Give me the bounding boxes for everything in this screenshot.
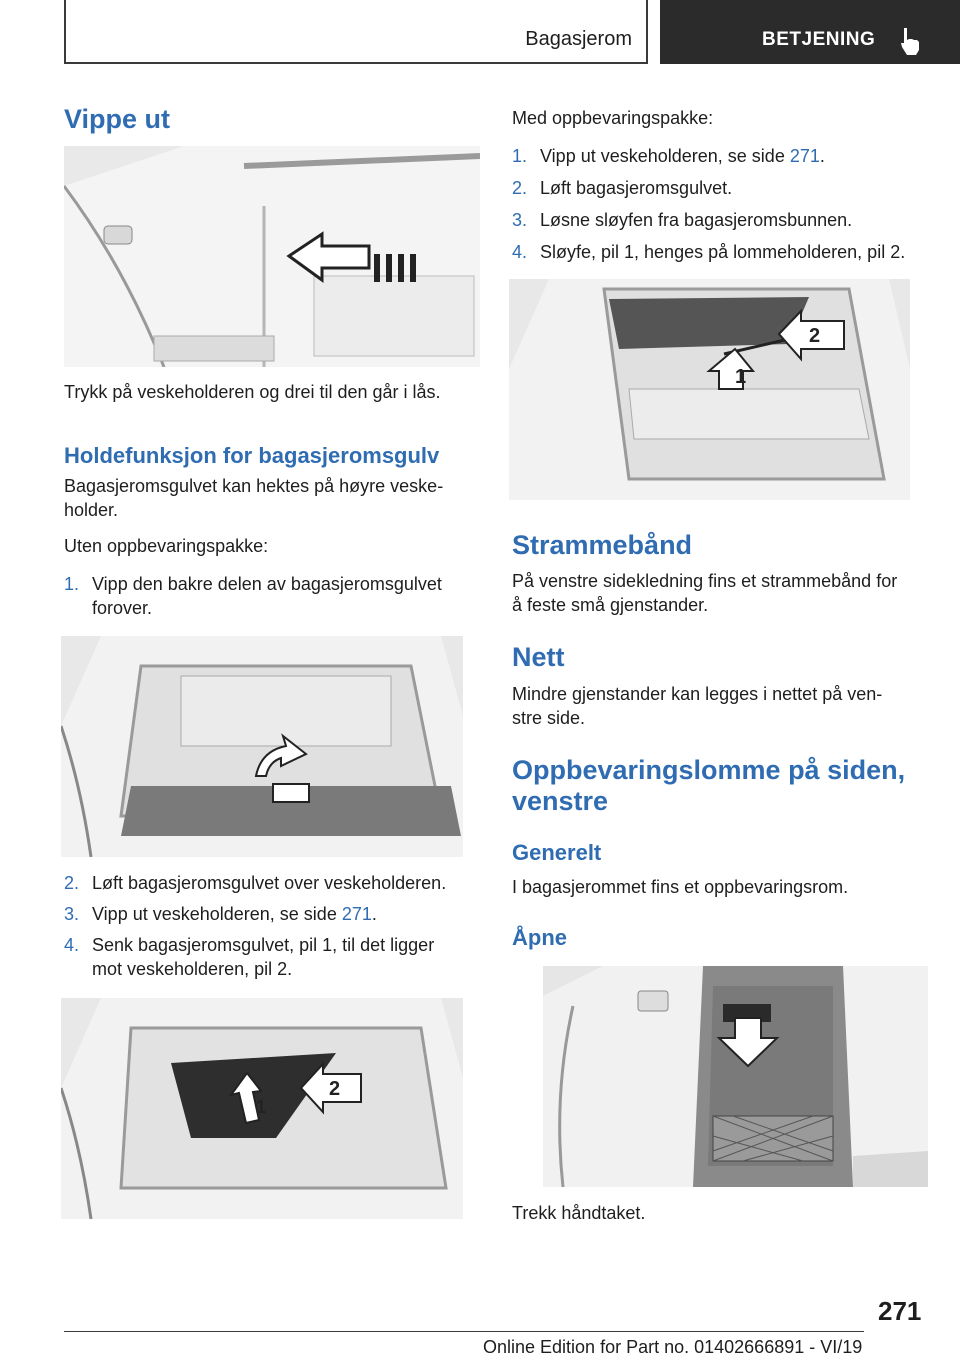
list-text: Vipp den bakre delen av bagasjeromsgulvet bbox=[92, 574, 442, 594]
heading-generelt: Generelt bbox=[512, 840, 602, 865]
list-item bbox=[64, 902, 377, 926]
figure-trunk-tilt bbox=[64, 146, 480, 367]
header-chapter-box bbox=[660, 0, 960, 64]
heading-oppbevaringslomme-line2: venstre bbox=[512, 786, 609, 816]
list-item bbox=[512, 208, 852, 232]
heading-apne: Åpne bbox=[512, 925, 567, 950]
list-text-end: . bbox=[819, 146, 825, 166]
list-item bbox=[512, 144, 825, 168]
page-link[interactable]: 271 bbox=[789, 146, 820, 166]
figure-loop-hang bbox=[509, 279, 910, 500]
list-text: Vipp ut veskeholderen, se side bbox=[540, 146, 790, 166]
arrow-label-2: 2 bbox=[329, 1078, 341, 1100]
list-text: Løft bagasjeromsgulvet. bbox=[540, 178, 733, 198]
list-item bbox=[64, 871, 446, 895]
list-number: 3. bbox=[512, 210, 528, 230]
list-item bbox=[64, 933, 434, 957]
list-item-cont: mot veskeholderen, pil 2. bbox=[92, 959, 293, 979]
arrow-label-1: 1 bbox=[256, 1097, 267, 1117]
list-item bbox=[512, 240, 905, 264]
list-text: Senk bagasjeromsgulvet, pil 1, til det ligger bbox=[92, 935, 435, 955]
heading-oppbevaringslomme-line1: Oppbevaringslomme på siden, bbox=[512, 755, 906, 785]
para-uten: Uten oppbevaringspakke: bbox=[64, 536, 269, 556]
hand-pointing-icon bbox=[898, 26, 922, 56]
header-section-title: Bagasjerom bbox=[525, 28, 632, 50]
para-holde-line1: Bagasjeromsgulvet kan hektes på høyre veske- bbox=[64, 476, 444, 496]
figure-floor-forward bbox=[61, 636, 463, 857]
page-link[interactable]: 271 bbox=[341, 904, 372, 924]
para-nett-line2: stre side. bbox=[512, 708, 586, 728]
caption-trekk: Trekk håndtaket. bbox=[512, 1203, 646, 1223]
heading-strammebaand: Strammebånd bbox=[512, 530, 693, 560]
footer-divider bbox=[64, 1331, 864, 1332]
para-generelt: I bagasjerommet fins et oppbevaringsrom. bbox=[512, 877, 849, 897]
list-number: 2. bbox=[64, 873, 80, 893]
header-section-box bbox=[64, 0, 648, 64]
para-nett-line1: Mindre gjenstander kan legges i nettet på ven- bbox=[512, 684, 883, 704]
list-text: Sløyfe, pil 1, henges på lommeholderen, pil 2. bbox=[540, 242, 906, 262]
figure-floor-lowered bbox=[61, 998, 463, 1219]
list-number: 3. bbox=[64, 904, 80, 924]
list-number: 1. bbox=[64, 574, 80, 594]
heading-vippe-ut: Vippe ut bbox=[64, 104, 171, 134]
caption-trykk: Trykk på veskeholderen og drei til den går i lås. bbox=[64, 382, 441, 402]
header-chapter-title: BETJENING bbox=[762, 29, 876, 50]
list-number: 1. bbox=[512, 146, 528, 166]
list-number: 4. bbox=[512, 242, 528, 262]
heading-holdefunksjon: Holdefunksjon for bagasjeromsgulv bbox=[64, 443, 440, 468]
heading-nett: Nett bbox=[512, 642, 565, 672]
para-med: Med oppbevaringspakke: bbox=[512, 108, 714, 128]
para-holde-line2: holder. bbox=[64, 500, 119, 520]
page-number: 271 bbox=[878, 1296, 922, 1326]
para-stramme-line1: På venstre sidekledning fins et strammebånd for bbox=[512, 571, 898, 591]
list-text-end: . bbox=[371, 904, 377, 924]
list-text: Løsne sløyfen fra bagasjeromsbunnen. bbox=[540, 210, 853, 230]
list-text: Vipp ut veskeholderen, se side bbox=[92, 904, 342, 924]
list-text: Løft bagasjeromsgulvet over veskeholderen. bbox=[92, 873, 447, 893]
list-number: 2. bbox=[512, 178, 528, 198]
arrow-label-1: 1 bbox=[735, 366, 747, 388]
figure-side-pocket bbox=[543, 966, 928, 1187]
para-stramme-line2: å feste små gjenstander. bbox=[512, 595, 709, 615]
footer-edition: Online Edition for Part no. 01402666891 - VI/19 bbox=[483, 1337, 863, 1357]
list-item-cont: forover. bbox=[92, 598, 153, 618]
list-item bbox=[512, 176, 732, 200]
list-number: 4. bbox=[64, 935, 80, 955]
arrow-label-2: 2 bbox=[809, 325, 821, 347]
list-item bbox=[64, 572, 442, 596]
